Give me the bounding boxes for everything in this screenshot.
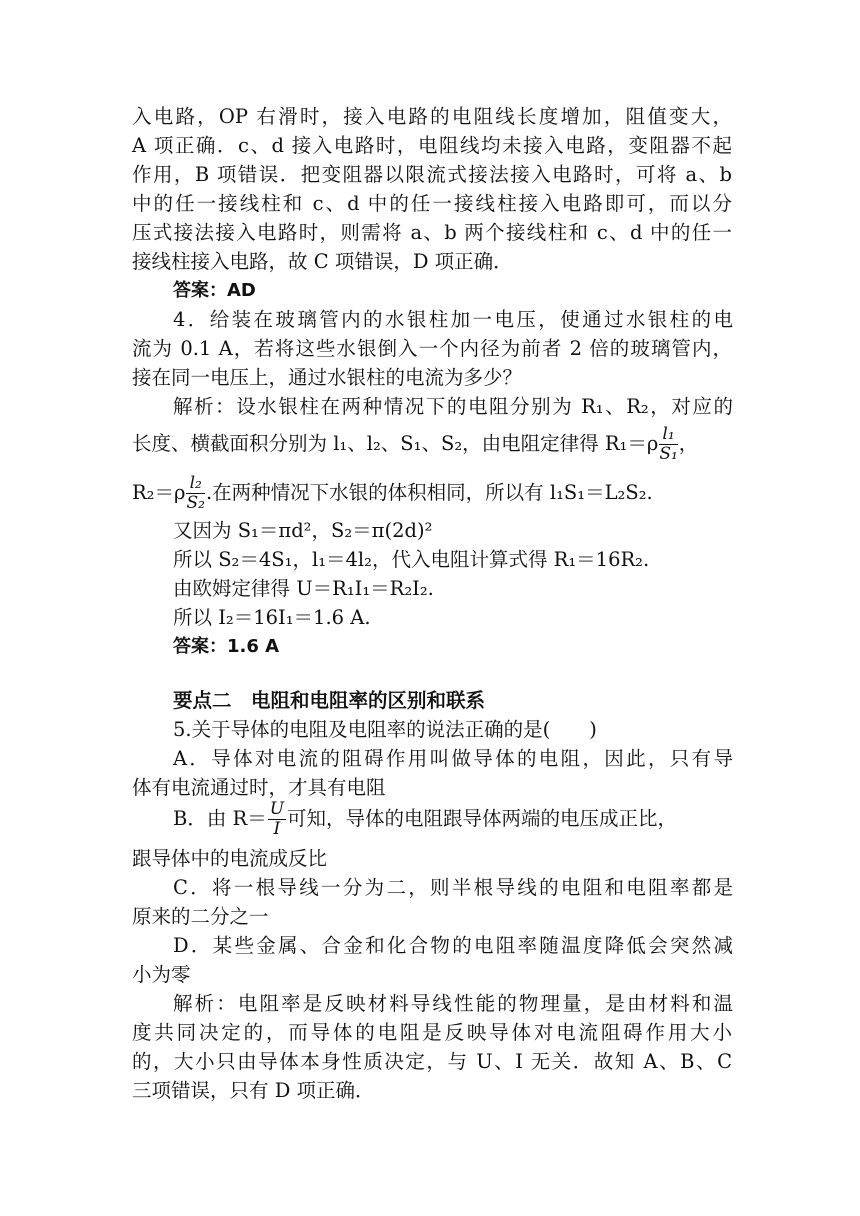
option-d: D．某些金属、合金和化合物的电阻率随温度降低会突然减 xyxy=(173,934,733,957)
option-c-cont: 原来的二分之一 xyxy=(132,905,269,928)
formula-text: .在两种情况下水银的体积相同，所以有 l₁S₁＝L₂S₂. xyxy=(205,481,653,504)
text-line: 接线柱接入电路，故 C 项错误，D 项正确． xyxy=(132,250,513,273)
solution-formula-line xyxy=(132,426,732,466)
fraction-numerator: l₂ xyxy=(186,475,204,494)
fraction-numerator: U xyxy=(269,799,285,819)
solution-text: 由欧姆定律得 U＝R₁I₁＝R₂I₂. xyxy=(173,577,434,600)
formula-text: 可知，导体的电阻跟导体两端的电压成正比， xyxy=(287,807,678,830)
formula-text: 长度、横截面积分别为 l₁、l₂、S₁、S₂，由电阻定律得 R₁＝ρ xyxy=(132,432,659,455)
text-line: 入电路，OP 右滑时，接入电路的电阻线长度增加，阻值变大， xyxy=(132,105,732,128)
text-line: A 项正确．c、d 接入电路时，电阻线均未接入电路，变阻器不起 xyxy=(132,134,732,157)
solution-text: 三项错误，只有 D 项正确． xyxy=(132,1079,375,1102)
formula-text: B．由 R＝ xyxy=(173,807,267,830)
solution-text: 的，大小只由导体本身性质决定，与 U、I 无关．故知 A、B、C xyxy=(132,1050,732,1073)
section-heading: 要点二 电阻和电阻率的区别和联系 xyxy=(173,689,486,712)
question-text: 流为 0.1 A，若将这些水银倒入一个内径为前者 2 倍的玻璃管内， xyxy=(132,337,732,360)
question-text: 接在同一电压上，通过水银柱的电流为多少？ xyxy=(132,366,523,389)
option-a: A．导体对电流的阻碍作用叫做导体的电阻，因此，只有导 xyxy=(173,747,733,770)
option-b-cont: 跟导体中的电流成反比 xyxy=(132,847,328,870)
option-b xyxy=(173,801,733,843)
fraction-denominator: I xyxy=(273,819,281,839)
text-line: 中的任一接线柱和 c、d 中的任一接线柱接入电路即可，而以分 xyxy=(132,192,732,215)
text-line: 作用，B 项错误．把变阻器以限流式接法接入电路时，可将 a、b xyxy=(132,163,732,186)
formula-text: ， xyxy=(678,432,699,455)
formula-text: R₂＝ρ xyxy=(132,481,186,504)
solution-text: 解析：设水银柱在两种情况下的电阻分别为 R₁、R₂，对应的 xyxy=(173,395,733,418)
option-a-cont: 体有电流通过时，才具有电阻 xyxy=(132,776,386,799)
question-text: 5.关于导体的电阻及电阻率的说法正确的是( ) xyxy=(173,718,597,741)
solution-text: 所以 I₂＝16I₁＝1.6 A. xyxy=(173,606,371,629)
text-line: 压式接法接入电路时，则需将 a、b 两个接线柱和 c、d 中的任一 xyxy=(132,221,732,244)
answer-label: 答案：1.6 A xyxy=(173,636,280,657)
solution-text: 又因为 S₁＝πd²，S₂＝π(2d)² xyxy=(173,519,433,542)
solution-text: 度共同决定的，而导体的电阻是反映导体对电流阻碍作用大小 xyxy=(132,1021,732,1044)
fraction xyxy=(186,475,204,512)
solution-formula-line xyxy=(132,475,732,515)
fraction-numerator: l₁ xyxy=(659,426,677,445)
question-text: 4．给装在玻璃管内的水银柱加一电压，使通过水银柱的电 xyxy=(173,308,733,331)
fraction xyxy=(268,801,286,838)
fraction xyxy=(659,426,677,463)
option-c: C．将一根导线一分为二，则半根导线的电阻和电阻率都是 xyxy=(173,876,733,899)
option-d-cont: 小为零 xyxy=(132,963,191,986)
answer-label: 答案：AD xyxy=(173,280,256,301)
solution-text: 所以 S₂＝4S₁，l₁＝4l₂，代入电阻计算式得 R₁＝16R₂. xyxy=(173,548,650,571)
solution-text: 解析：电阻率是反映材料导线性能的物理量，是由材料和温 xyxy=(173,992,733,1015)
fraction-denominator: S₂ xyxy=(186,493,205,513)
fraction-denominator: S₁ xyxy=(659,444,678,464)
